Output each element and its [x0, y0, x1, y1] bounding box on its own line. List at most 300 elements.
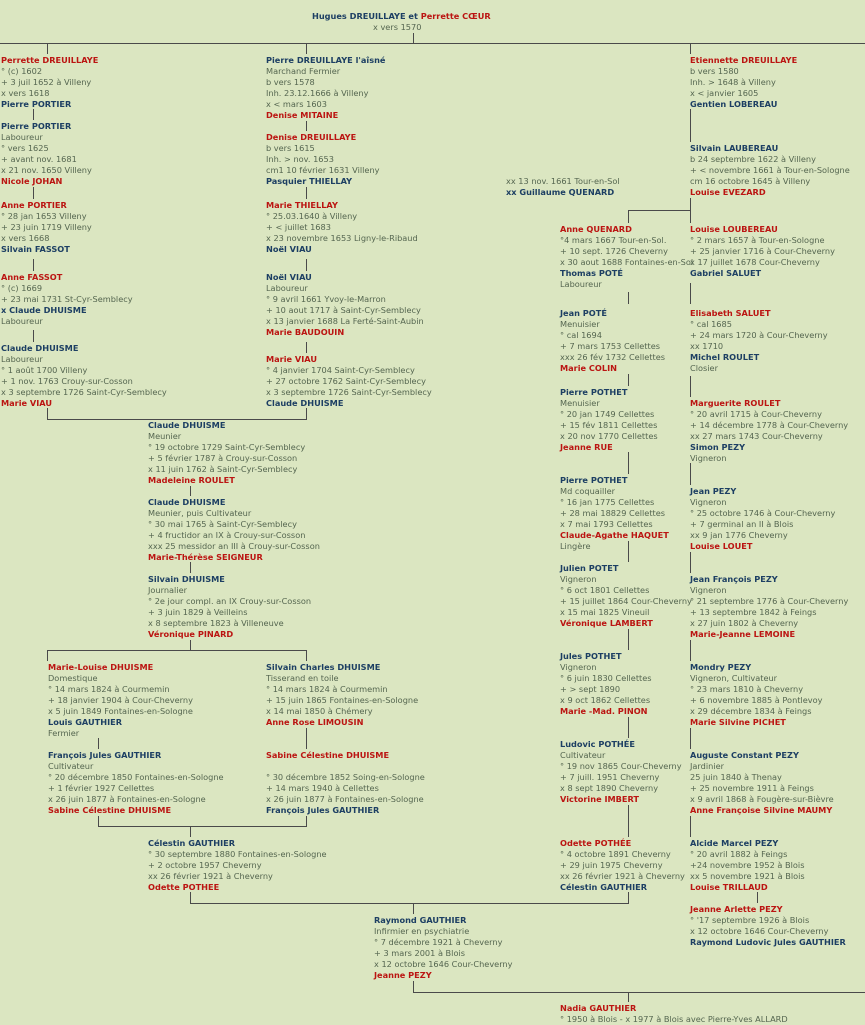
person-name: xx Guillaume QUENARD: [506, 187, 615, 197]
person-detail: ° 9 avril 1661 Yvoy-le-Marron: [266, 294, 386, 304]
connector-line: [306, 43, 307, 54]
person-detail: Closier: [690, 363, 718, 373]
person-name: Marie THIELLAY: [266, 200, 338, 210]
person-detail: ° '17 septembre 1926 à Blois: [690, 915, 810, 925]
person-detail: ° 20 jan 1749 Cellettes: [560, 409, 655, 419]
person-detail: + 24 mars 1720 à Cour-Cheverny: [690, 330, 828, 340]
person-detail: x 9 oct 1862 Cellettes: [560, 695, 651, 705]
person-detail: xx 5 novembre 1921 à Blois: [690, 871, 805, 881]
person-detail: ° 28 jan 1653 Villeny: [1, 211, 87, 221]
person-block-jean-pezy: [690, 486, 835, 552]
person-detail: ° 14 mars 1824 à Courmemin: [266, 684, 388, 694]
person-name: Claude DHUISME: [148, 497, 226, 507]
person-detail: x 3 septembre 1726 Saint-Cyr-Semblecy: [1, 387, 167, 397]
person-block-pierre-pothet-2: [560, 475, 669, 552]
connector-line: [690, 109, 691, 142]
connector-line: [628, 629, 629, 650]
person-detail: x 30 aout 1688 Fontaines-en-Sol: [560, 257, 694, 267]
person-name: Silvain LAUBEREAU: [690, 143, 779, 153]
person-detail: Inh. > 1648 à Villeny: [690, 77, 776, 87]
person-name: Silvain Charles DHUISME: [266, 662, 381, 672]
person-block-marie-thiellay: [266, 200, 418, 255]
person-detail: + 7 juill. 1951 Cheverny: [560, 772, 660, 782]
person-block-sabine-celestine-dhuisme: [266, 750, 425, 816]
person-name: Gabriel SALUET: [690, 268, 762, 278]
person-detail: Menuisier: [560, 398, 600, 408]
connector-line: [98, 816, 99, 826]
person-detail: ° 16 jan 1775 Cellettes: [560, 497, 655, 507]
connector-line: [190, 562, 191, 573]
person-detail: + 29 juin 1975 Cheverny: [560, 860, 663, 870]
person-detail: ° (c) 1669: [1, 283, 43, 293]
person-detail: ° 21 septembre 1776 à Cour-Cheverny: [690, 596, 849, 606]
person-detail: Lingère: [560, 541, 591, 551]
person-detail: ° 30 septembre 1880 Fontaines-en-Sologne: [148, 849, 327, 859]
person-block-anne-portier: [1, 200, 92, 255]
connector-line: [47, 43, 48, 54]
connector-line: [690, 816, 691, 837]
person-detail: [266, 761, 425, 772]
person-detail: Laboureur: [1, 354, 43, 364]
person-line: Hugues DREUILLAYE et: [312, 11, 421, 21]
person-detail: + 5 février 1787 à Crouy-sur-Cosson: [148, 453, 298, 463]
person-detail: x 26 juin 1877 à Fontaines-en-Sologne: [266, 794, 424, 804]
person-detail: b vers 1615: [266, 143, 315, 153]
person-detail: ° 19 nov 1865 Cour-Cheverny: [560, 761, 682, 771]
person-block-anne-quenard: [560, 224, 693, 290]
person-name: Jean POTÉ: [560, 308, 607, 318]
connector-line: [413, 903, 414, 914]
person-name: Marie-Louise DHUISME: [48, 662, 154, 672]
person-detail: x 17 juillet 1678 Cour-Cheverny: [690, 257, 820, 267]
person-detail: Infirmier en psychiatrie: [374, 926, 470, 936]
person-name: Pierre PORTIER: [1, 121, 72, 131]
person-detail: xx 1710: [690, 341, 724, 351]
person-name: Silvain FASSOT: [1, 244, 70, 254]
person-block-alcide-marcel-pezy: [690, 838, 805, 893]
person-name: Claude-Agathe HAQUET: [560, 530, 669, 540]
connector-line: [98, 738, 99, 749]
person-name: Célestin GAUTHIER: [148, 838, 236, 848]
connector-line: [690, 463, 691, 485]
connector-line: [33, 330, 34, 342]
connector-line: [690, 728, 691, 749]
person-detail: ° 23 mars 1810 à Cheverny: [690, 684, 804, 694]
person-detail: + 25 janvier 1716 à Cour-Cheverny: [690, 246, 835, 256]
connector-line: [690, 640, 691, 661]
person-block-mondry-pezy: [690, 662, 822, 728]
person-block-denise-dreuillaye: [266, 132, 379, 187]
connector-line: [190, 640, 191, 650]
person-name: Julien POTET: [560, 563, 619, 573]
person-detail: Inh. 23.12.1666 à Villeny: [266, 88, 369, 98]
person-detail: + 1 février 1927 Cellettes: [48, 783, 155, 793]
person-name: Odette POTHEE: [148, 882, 220, 892]
person-name: Véronique LAMBERT: [560, 618, 653, 628]
connector-line: [33, 187, 34, 199]
connector-line: [628, 992, 629, 1002]
person-detail: x < mars 1603: [266, 99, 327, 109]
person-detail: xx 13 nov. 1661 Tour-en-Sol: [506, 176, 620, 186]
person-detail: + 2 octobre 1957 Cheverny: [148, 860, 262, 870]
connector-line: [690, 376, 691, 397]
person-name: Marie-Jeanne LEMOINE: [690, 629, 796, 639]
person-detail: x 20 nov 1770 Cellettes: [560, 431, 658, 441]
person-detail: + < juillet 1683: [266, 222, 331, 232]
person-block-silvain-laubereau: [690, 143, 850, 198]
person-name: Raymond GAUTHIER: [374, 915, 467, 925]
person-detail: 25 juin 1840 à Thenay: [690, 772, 782, 782]
person-detail: xx 26 février 1921 à Cheverny: [148, 871, 273, 881]
person-name: Pierre POTHET: [560, 387, 628, 397]
person-detail: + 10 aout 1717 à Saint-Cyr-Semblecy: [266, 305, 421, 315]
connector-line: [628, 452, 629, 474]
person-detail: + 25 novembre 1911 à Feings: [690, 783, 814, 793]
person-detail: ° vers 1625: [1, 143, 49, 153]
person-detail: + 23 mai 1731 St-Cyr-Semblecy: [1, 294, 133, 304]
person-detail: Meunier, puis Cultivateur: [148, 508, 252, 518]
person-block-francois-jules-gauthier: [48, 750, 224, 816]
person-detail: x < janvier 1605: [690, 88, 759, 98]
person-name: Louise LOUBEREAU: [690, 224, 778, 234]
person-block-silvain-charles-dhuisme: [266, 662, 418, 728]
person-detail: Inh. > nov. 1653: [266, 154, 334, 164]
person-block-perrette-dreuillaye: [1, 55, 98, 110]
person-name: Mondry PEZY: [690, 662, 752, 672]
person-block-claude-dhuisme-1: [1, 343, 167, 409]
connector-line: [628, 717, 629, 738]
person-detail: x 14 mai 1850 à Chémery: [266, 706, 373, 716]
person-name: Louise EVEZARD: [690, 187, 766, 197]
person-name: Noël VIAU: [266, 272, 312, 282]
person-detail: + 15 juin 1865 Fontaines-en-Sologne: [266, 695, 419, 705]
person-detail: ° 6 oct 1801 Cellettes: [560, 585, 650, 595]
person-detail: + 4 fructidor an IX à Crouy-sur-Cosson: [148, 530, 306, 540]
person-name: Pierre PORTIER: [1, 99, 72, 109]
person-name: Marie VIAU: [1, 398, 53, 408]
person-name: Louise LOUET: [690, 541, 753, 551]
person-name: Denise DREUILLAYE: [266, 132, 357, 142]
person-name: Jean François PEZY: [690, 574, 778, 584]
person-name: Etiennette DREUILLAYE: [690, 55, 798, 65]
person-name: Jeanne PEZY: [374, 970, 432, 980]
person-detail: Journalier: [148, 585, 187, 595]
person-detail: ° 20 avril 1882 à Feings: [690, 849, 788, 859]
person-name: Marie-Thérèse SEIGNEUR: [148, 552, 263, 562]
person-detail: ° 19 octobre 1729 Saint-Cyr-Semblecy: [148, 442, 306, 452]
person-detail: x vers 1668: [1, 233, 50, 243]
person-name: Sabine Célestine DHUISME: [266, 750, 390, 760]
connector-line: [33, 109, 34, 120]
person-detail: + 7 mars 1753 Cellettes: [560, 341, 661, 351]
person-detail: ° 20 avril 1715 à Cour-Cheverny: [690, 409, 822, 419]
person-name: Jeanne Arlette PEZY: [690, 904, 783, 914]
person-name: Nicole JOHAN: [1, 176, 63, 186]
person-name: Claude DHUISME: [266, 398, 344, 408]
person-name: Marie -Mad. PINON: [560, 706, 648, 716]
person-block-claude-dhuisme-2: [148, 420, 305, 486]
connector-line: [413, 981, 414, 992]
person-line: Perrette CŒUR: [420, 11, 491, 21]
person-detail: ° 2e jour compl. an IX Crouy-sur-Cosson: [148, 596, 312, 606]
person-name: Sabine Célestine DHUISME: [48, 805, 172, 815]
person-detail: x vers 1618: [1, 88, 50, 98]
person-block-pierre-pothet-1: [560, 387, 658, 453]
connector-line: [413, 992, 865, 993]
connector-line: [190, 903, 629, 904]
connector-line: [690, 43, 691, 54]
person-detail: +24 novembre 1952 à Blois: [690, 860, 805, 870]
connector-line: [47, 650, 307, 651]
person-detail: Vigneron: [690, 453, 727, 463]
person-name: Silvain DHUISME: [148, 574, 225, 584]
person-name: Marguerite ROULET: [690, 398, 781, 408]
person-detail: x 26 juin 1877 à Fontaines-en-Sologne: [48, 794, 206, 804]
person-name: Raymond Ludovic Jules GAUTHIER: [690, 937, 846, 947]
person-detail: + 15 fév 1811 Cellettes: [560, 420, 658, 430]
person-detail: ° cal 1685: [690, 319, 732, 329]
person-detail: b 24 septembre 1622 à Villeny: [690, 154, 816, 164]
person-detail: x vers 1570: [373, 22, 422, 32]
person-detail: + 1 nov. 1763 Crouy-sur-Cosson: [1, 376, 133, 386]
person-detail: Laboureur: [1, 132, 43, 142]
person-detail: xxx 25 messidor an III à Crouy-sur-Cosson: [148, 541, 320, 551]
person-detail: ° 7 décembre 1921 à Cheverny: [374, 937, 503, 947]
person-name: Ludovic POTHÉE: [560, 739, 635, 749]
connector-line: [628, 210, 691, 211]
person-detail: ° 30 mai 1765 à Saint-Cyr-Semblecy: [148, 519, 297, 529]
connector-line: [306, 816, 307, 826]
person-name: Marie Silvine PICHET: [690, 717, 786, 727]
person-name: Nadia GAUTHIER: [560, 1003, 637, 1013]
person-detail: x 21 nov. 1650 Villeny: [1, 165, 92, 175]
person-block-celestin-gauthier: [148, 838, 327, 893]
person-detail: Tisserand en toile: [266, 673, 339, 683]
person-block-noel-viau: [266, 272, 424, 338]
person-detail: Vigneron: [690, 585, 727, 595]
person-detail: xx 9 jan 1776 Cheverny: [690, 530, 788, 540]
person-detail: Vigneron, Cultivateur: [690, 673, 778, 683]
person-name: Perrette DREUILLAYE: [1, 55, 99, 65]
person-detail: + 3 mars 2001 à Blois: [374, 948, 466, 958]
person-detail: cm1 10 février 1631 Villeny: [266, 165, 380, 175]
person-name: Véronique PINARD: [148, 629, 234, 639]
person-block-marguerite-roulet: [690, 398, 848, 464]
connector-line: [306, 728, 307, 749]
person-detail: + 23 juin 1719 Villeny: [1, 222, 92, 232]
person-block-nadia-gauthier: [560, 1003, 788, 1025]
person-detail: + 7 germinal an II à Blois: [690, 519, 794, 529]
connector-line: [628, 374, 629, 386]
person-name: Jeanne RUE: [560, 442, 613, 452]
person-name: Marie BAUDOUIN: [266, 327, 345, 337]
connector-line: [98, 826, 307, 827]
person-name: Marie VIAU: [266, 354, 318, 364]
person-block-marie-louise-dhuisme: [48, 662, 193, 739]
person-detail: ° 30 décembre 1852 Soing-en-Sologne: [266, 772, 425, 782]
person-detail: Cultivateur: [560, 750, 606, 760]
person-detail: Laboureur: [1, 316, 43, 326]
person-detail: Meunier: [148, 431, 182, 441]
connector-line: [190, 892, 191, 903]
connector-line: [306, 650, 307, 661]
person-block-quenard-marriage: [506, 176, 620, 198]
person-detail: x 23 novembre 1653 Ligny-le-Ribaud: [266, 233, 418, 243]
person-detail: + avant nov. 1681: [1, 154, 77, 164]
person-name: Anne PORTIER: [1, 200, 67, 210]
connector-line: [190, 486, 191, 496]
connector-line: [628, 210, 629, 223]
person-block-pierre-portier: [1, 121, 92, 187]
person-detail: ° 4 janvier 1704 Saint-Cyr-Semblecy: [266, 365, 415, 375]
person-detail: ° 25 octobre 1746 à Cour-Cheverny: [690, 508, 836, 518]
person-name: Jules POTHET: [560, 651, 622, 661]
person-detail: x 12 octobre 1646 Cour-Cheverny: [374, 959, 513, 969]
person-detail: + 18 janvier 1904 à Cour-Cheverny: [48, 695, 193, 705]
person-detail: ° 14 mars 1824 à Courmemin: [48, 684, 170, 694]
person-name: Pierre POTHET: [560, 475, 628, 485]
person-detail: Laboureur: [560, 279, 602, 289]
person-name: Marie COLIN: [560, 363, 618, 373]
person-detail: ° 6 juin 1830 Cellettes: [560, 673, 652, 683]
person-name: Anne QUENARD: [560, 224, 632, 234]
connector-line: [306, 408, 307, 419]
person-detail: + 14 décembre 1778 à Cour-Cheverny: [690, 420, 849, 430]
person-name: Pasquier THIELLAY: [266, 176, 353, 186]
person-detail: Fermier: [48, 728, 80, 738]
connector-line: [47, 650, 48, 661]
person-name: Thomas POTÉ: [560, 268, 623, 278]
person-detail: Marchand Fermier: [266, 66, 341, 76]
person-detail: + 13 septembre 1842 à Feings: [690, 607, 817, 617]
person-detail: °4 mars 1667 Tour-en-Sol.: [560, 235, 667, 245]
person-block-silvain-dhuisme: [148, 574, 311, 640]
person-block-jean-francois-pezy: [690, 574, 848, 640]
connector-line: [690, 198, 691, 210]
person-detail: Menuisier: [560, 319, 600, 329]
person-block-jules-pothet: [560, 651, 652, 717]
person-detail: x 8 septembre 1823 à Villeneuve: [148, 618, 284, 628]
connector-line: [690, 210, 691, 223]
person-name: Louis GAUTHIER: [48, 717, 123, 727]
person-detail: Jardinier: [690, 761, 724, 771]
connector-line: [306, 342, 307, 353]
person-name: Auguste Constant PEZY: [690, 750, 799, 760]
person-block-pierre-dreuillaye: [266, 55, 386, 121]
connector-line: [190, 826, 191, 837]
person-block-hugues2: [373, 22, 421, 33]
person-block-etiennette-dreuillaye: [690, 55, 797, 110]
person-detail: Vigneron: [560, 662, 597, 672]
person-detail: x 11 juin 1762 à Saint-Cyr-Semblecy: [148, 464, 298, 474]
connector-line: [628, 292, 629, 304]
connector-line: [757, 892, 758, 903]
person-detail: xx 27 mars 1743 Cour-Cheverny: [690, 431, 823, 441]
person-detail: x 27 juin 1802 à Cheverny: [690, 618, 799, 628]
person-name: Madeleine ROULET: [148, 475, 235, 485]
person-detail: cm 16 octobre 1645 à Villeny: [690, 176, 811, 186]
person-name: Anne FASSOT: [1, 272, 63, 282]
person-detail: Vigneron: [560, 574, 597, 584]
person-detail: x 9 avril 1868 à Fougère-sur-Bièvre: [690, 794, 834, 804]
person-name: Michel ROULET: [690, 352, 760, 362]
person-detail: + > sept 1890: [560, 684, 621, 694]
person-detail: x 7 mai 1793 Cellettes: [560, 519, 653, 529]
person-block-louise-loubereau: [690, 224, 835, 279]
person-block-ludovic-pothee: [560, 739, 682, 805]
person-name: Elisabeth SALUET: [690, 308, 771, 318]
person-name: Jean PEZY: [690, 486, 737, 496]
person-block-marie-viau: [266, 354, 432, 409]
connector-line: [306, 259, 307, 271]
person-name: Noël VIAU: [266, 244, 312, 254]
person-detail: ° 20 décembre 1850 Fontaines-en-Sologne: [48, 772, 224, 782]
person-detail: x 12 octobre 1646 Cour-Cheverny: [690, 926, 829, 936]
person-detail: Domestique: [48, 673, 98, 683]
person-detail: b vers 1578: [266, 77, 315, 87]
person-block-jeanne-arlette-pezy: [690, 904, 846, 948]
connector-line: [306, 187, 307, 199]
person-block-elisabeth-saluet: [690, 308, 828, 374]
person-detail: Laboureur: [266, 283, 308, 293]
connector-line: [628, 805, 629, 837]
person-detail: b vers 1580: [690, 66, 739, 76]
person-detail: x 15 mai 1825 Vineuil: [560, 607, 650, 617]
person-detail: x 3 septembre 1726 Saint-Cyr-Semblecy: [266, 387, 432, 397]
connector-line: [0, 43, 865, 44]
person-name: Claude DHUISME: [1, 343, 79, 353]
connector-line: [47, 408, 48, 419]
person-name: Gentien LOBEREAU: [690, 99, 778, 109]
person-name: x Claude DHUISME: [1, 305, 87, 315]
person-name: Alcide Marcel PEZY: [690, 838, 779, 848]
person-name: Simon PEZY: [690, 442, 745, 452]
person-detail: + 15 juillet 1864 Cour-Cheverny: [560, 596, 692, 606]
connector-line: [33, 259, 34, 271]
person-name: Claude DHUISME: [148, 420, 226, 430]
connector-line: [413, 33, 414, 43]
person-detail: + 14 mars 1940 à Cellettes: [266, 783, 379, 793]
person-block-jean-pote: [560, 308, 665, 374]
person-detail: x 5 juin 1849 Fontaines-en-Sologne: [48, 706, 193, 716]
person-block-claude-dhuisme-3: [148, 497, 320, 563]
person-detail: + 27 octobre 1762 Saint-Cyr-Semblecy: [266, 376, 426, 386]
connector-line: [306, 121, 307, 131]
person-name: Denise MITAINE: [266, 110, 339, 120]
person-block-raymond-gauthier: [374, 915, 512, 981]
person-name: Louise TRILLAUD: [690, 882, 768, 892]
person-detail: ° 25.03.1640 à Villeny: [266, 211, 358, 221]
person-detail: Md coquailler: [560, 486, 616, 496]
person-detail: xxx 26 fév 1732 Cellettes: [560, 352, 666, 362]
person-detail: x 29 décembre 1834 à Feings: [690, 706, 812, 716]
person-detail: xx 26 février 1921 à Cheverny: [560, 871, 685, 881]
person-detail: + 28 mai 18829 Cellettes: [560, 508, 666, 518]
person-name: François Jules GAUTHIER: [48, 750, 162, 760]
person-detail: ° 1950 à Blois - x 1977 à Blois avec Pierre-Yves ALLARD: [560, 1014, 788, 1024]
person-detail: x 8 sept 1890 Cheverny: [560, 783, 659, 793]
person-name: Victorine IMBERT: [560, 794, 640, 804]
person-detail: + 6 novembre 1885 à Pontlevoy: [690, 695, 823, 705]
person-block-anne-fassot: [1, 272, 133, 327]
person-name: Anne Françoise Silvine MAUMY: [690, 805, 833, 815]
person-detail: ° cal 1694: [560, 330, 602, 340]
person-detail: Vigneron: [690, 497, 727, 507]
connector-line: [628, 892, 629, 903]
person-detail: Cultivateur: [48, 761, 94, 771]
person-detail: + 10 sept. 1726 Cheverny: [560, 246, 668, 256]
person-detail: ° 4 octobre 1891 Cheverny: [560, 849, 671, 859]
